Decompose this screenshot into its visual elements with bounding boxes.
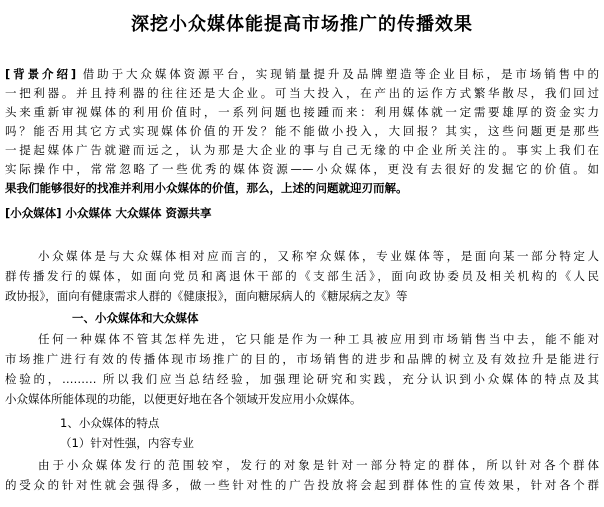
intro-line-3: 政协报》，面向有健康需求人群的《健康报》，面向糖尿病人的《糖尿病之友》等 bbox=[5, 289, 408, 303]
section1-line-4: 小众媒体所能体现的功能，以便更好地在各个领域开发应用小众媒体。 bbox=[5, 392, 362, 406]
section1-line-2: 市场推广进行有效的传播体现市场推广的目的，市场销售的进步和品牌的树立及有效拉升是能进行 bbox=[5, 352, 599, 366]
document-title: 深挖小众媒体能提高市场推广的传播效果 bbox=[131, 14, 473, 35]
para-line-1: 由于小众媒体发行的范围较窄，发行的对象是针对一部分特定的群体，所以针对各个群体 bbox=[38, 458, 599, 472]
subheading-1: 1、小众媒体的特点 bbox=[60, 416, 160, 430]
intro-line-2: 群传播发行的媒体，如面向党员和离退休干部的《支部生活》，面向政协委员及相关机构的《人民 bbox=[5, 269, 599, 283]
background-label: [背景介绍] bbox=[5, 67, 77, 81]
section-heading: 一、小众媒体和大众媒体 bbox=[72, 311, 199, 325]
background-line-2: 一把利器。并且持利器的往往还是大企业。可当大投入，在产出的运作方式繁华散尽，我们回过 bbox=[5, 86, 599, 100]
background-line-6: 实际操作中，常常忽略了一些优秀的媒体资源——小众媒体，更没有去很好的发掘它的价值。如 bbox=[5, 162, 599, 176]
background-line-3: 头来重新审视媒体的利用价值时，一系列问题也接踵而来：利用媒体就一定需要雄厚的资金实力 bbox=[5, 105, 599, 119]
para-line-2: 的受众的针对性就会强得多，做一些针对性的广告投放将会起到群体性的宣传效果，针对各个群 bbox=[5, 478, 599, 492]
intro-line-1: 小众媒体是与大众媒体相对应而言的，又称窄众媒体，专业媒体等，是面向某一部分特定人 bbox=[38, 249, 599, 263]
background-line-5: 一提起媒体广告就避而远之，认为那是大企业的事与自己无缘的中企业所关注的。事实上我们在 bbox=[5, 143, 599, 157]
section1-line-1: 任何一种媒体不管其怎样先进，它只能是作为一种工具被应用到市场销售当中去，能不能对 bbox=[38, 332, 599, 346]
background-line-7: 果我们能够很好的找准并利用小众媒体的价值，那么，上述的问题就迎刃而解。 bbox=[5, 181, 408, 195]
background-line-4: 吗？能否用其它方式实现媒体价值的开发？能不能做小投入，大回报？其实，这些问题更是那些 bbox=[5, 124, 599, 138]
background-line-1 bbox=[5, 66, 599, 82]
subheading-1a: （1）针对性强，内容专业 bbox=[60, 436, 194, 450]
background-text-1: 借助于大众媒体资源平台，实现销量提升及品牌塑造等企业目标，是市场销售中的 bbox=[82, 67, 599, 81]
section1-line-3: 检验的，……… 所以我们应当总结经验，加强理论研究和实践，充分认识到小众媒体的特点及其 bbox=[5, 372, 599, 386]
keywords-line: [小众媒体] 小众媒体 大众媒体 资源共享 bbox=[5, 206, 212, 220]
